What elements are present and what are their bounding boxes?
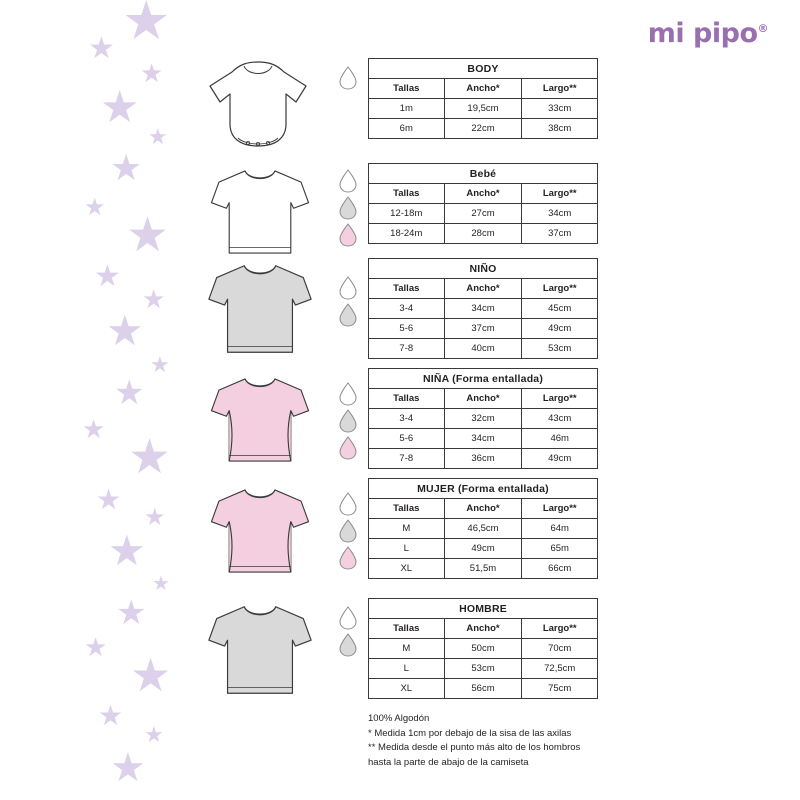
tshirt-illustration xyxy=(204,163,316,261)
size-table-hombre xyxy=(368,598,598,699)
drop-white-icon xyxy=(338,492,358,516)
brand-name: mi pipo xyxy=(647,18,758,49)
star-icon: ★ xyxy=(110,147,143,188)
table-cell: 7-8 xyxy=(369,449,445,469)
column-header: Tallas xyxy=(369,499,445,519)
star-icon: ★ xyxy=(142,284,166,314)
star-icon: ★ xyxy=(106,307,144,354)
star-icon: ★ xyxy=(100,83,140,132)
table-row xyxy=(369,319,598,339)
size-table-mujer xyxy=(368,478,598,579)
garment-man-tshirt xyxy=(190,598,330,707)
registered-mark: ® xyxy=(757,22,768,35)
table-row xyxy=(369,204,598,224)
color-drops xyxy=(338,169,364,250)
column-header: Largo** xyxy=(522,279,598,299)
table-cell: 37cm xyxy=(522,224,598,244)
table-row xyxy=(369,339,598,359)
tshirt-illustration xyxy=(204,478,316,584)
table-cell: XL xyxy=(369,559,445,579)
column-header: Ancho* xyxy=(444,79,522,99)
color-drops xyxy=(338,66,364,93)
table-cell: 56cm xyxy=(444,679,522,699)
star-icon: ★ xyxy=(96,484,122,515)
table-cell: L xyxy=(369,659,445,679)
column-header: Tallas xyxy=(369,619,445,639)
column-header: Tallas xyxy=(369,184,445,204)
table-cell: XL xyxy=(369,679,445,699)
column-header: Ancho* xyxy=(444,279,522,299)
table-cell: 12-18m xyxy=(369,204,445,224)
drop-grey-icon xyxy=(338,303,358,327)
table-cell: 53cm xyxy=(522,339,598,359)
table-row xyxy=(369,639,598,659)
drop-white-icon xyxy=(338,276,358,300)
table-cell: 22cm xyxy=(444,119,522,139)
star-icon: ★ xyxy=(144,504,166,531)
footnotes xyxy=(368,712,580,770)
drop-grey-icon xyxy=(338,519,358,543)
table-cell: 33cm xyxy=(522,99,598,119)
table-row xyxy=(369,224,598,244)
drop-white-icon xyxy=(338,169,358,193)
tshirt-illustration xyxy=(201,598,319,702)
drop-pink-icon xyxy=(338,546,358,570)
star-icon: ★ xyxy=(152,573,170,595)
garment-kid-tshirt xyxy=(190,258,330,365)
table-cell: 49cm xyxy=(522,449,598,469)
star-icon: ★ xyxy=(114,374,145,412)
table-row xyxy=(369,299,598,319)
table-cell: 50cm xyxy=(444,639,522,659)
table-cell: 65m xyxy=(522,539,598,559)
table-cell: 34cm xyxy=(444,429,522,449)
size-table-nino xyxy=(368,258,598,359)
star-icon: ★ xyxy=(94,260,121,293)
table-cell: 1m xyxy=(369,99,445,119)
table-row xyxy=(369,659,598,679)
table-cell: 45cm xyxy=(522,299,598,319)
garment-baby-tshirt xyxy=(190,163,330,266)
garment-baby-bodysuit xyxy=(190,58,330,158)
table-cell: 6m xyxy=(369,119,445,139)
color-drops xyxy=(338,382,364,463)
table-cell: 72,5cm xyxy=(522,659,598,679)
star-icon: ★ xyxy=(116,594,147,632)
table-title: Bebé xyxy=(369,164,598,184)
star-icon: ★ xyxy=(108,527,146,574)
baby-bodysuit-illustration xyxy=(200,58,320,153)
drop-white-icon xyxy=(338,606,358,630)
drop-grey-icon xyxy=(338,633,358,657)
star-icon: ★ xyxy=(84,194,106,221)
column-header: Largo** xyxy=(522,184,598,204)
table-cell: 3-4 xyxy=(369,299,445,319)
table-cell: 7-8 xyxy=(369,339,445,359)
table-row xyxy=(369,559,598,579)
color-drops xyxy=(338,492,364,573)
star-icon: ★ xyxy=(110,746,146,790)
table-cell: 46,5cm xyxy=(444,519,522,539)
star-icon: ★ xyxy=(148,124,168,149)
star-icon: ★ xyxy=(150,352,170,377)
tshirt-illustration xyxy=(201,258,319,360)
table-row xyxy=(369,409,598,429)
column-header: Ancho* xyxy=(444,389,522,409)
column-header: Ancho* xyxy=(444,499,522,519)
table-cell: 38cm xyxy=(522,119,598,139)
star-icon: ★ xyxy=(122,0,171,51)
table-cell: 32cm xyxy=(444,409,522,429)
column-header: Largo** xyxy=(522,389,598,409)
drop-pink-icon xyxy=(338,436,358,460)
footnote-line: hasta la parte de abajo de la camiseta xyxy=(368,756,529,768)
table-row xyxy=(369,119,598,139)
color-drops xyxy=(338,276,364,330)
garment-girl-tshirt xyxy=(190,368,330,477)
footnote-line: 100% Algodón xyxy=(368,713,430,724)
table-cell: L xyxy=(369,539,445,559)
table-cell: 34cm xyxy=(522,204,598,224)
star-icon: ★ xyxy=(144,722,164,747)
color-drops xyxy=(338,606,364,660)
table-cell: 5-6 xyxy=(369,429,445,449)
table-row xyxy=(369,449,598,469)
table-cell: 27cm xyxy=(444,204,522,224)
table-cell: 40cm xyxy=(444,339,522,359)
drop-pink-icon xyxy=(338,223,358,247)
table-cell: M xyxy=(369,519,445,539)
drop-white-icon xyxy=(338,66,358,90)
table-cell: 34cm xyxy=(444,299,522,319)
drop-grey-icon xyxy=(338,409,358,433)
star-icon: ★ xyxy=(84,632,108,662)
star-icon: ★ xyxy=(128,431,172,484)
size-table-nina xyxy=(368,368,598,469)
table-cell: 37cm xyxy=(444,319,522,339)
table-cell: 75cm xyxy=(522,679,598,699)
table-cell: 43cm xyxy=(522,409,598,429)
table-title: NIÑO xyxy=(369,259,598,279)
table-cell: 5-6 xyxy=(369,319,445,339)
drop-grey-icon xyxy=(338,196,358,220)
size-table-body xyxy=(368,58,598,139)
table-row xyxy=(369,99,598,119)
column-header: Largo** xyxy=(522,499,598,519)
column-header: Tallas xyxy=(369,279,445,299)
footnote-line: * Medida 1cm por debajo de la sisa de las axilas xyxy=(368,727,572,739)
table-row xyxy=(369,679,598,699)
table-cell: 51,5m xyxy=(444,559,522,579)
table-cell: 36cm xyxy=(444,449,522,469)
footnote-line: ** Medida desde el punto más alto de los hombros xyxy=(368,742,581,753)
table-cell: 49cm xyxy=(522,319,598,339)
table-row xyxy=(369,429,598,449)
table-title: HOMBRE xyxy=(369,599,598,619)
column-header: Ancho* xyxy=(444,184,522,204)
garment-woman-tshirt xyxy=(190,478,330,589)
table-cell: 28cm xyxy=(444,224,522,244)
table-title: MUJER (Forma entallada) xyxy=(369,479,598,499)
star-icon: ★ xyxy=(98,700,124,731)
star-icon: ★ xyxy=(130,649,172,701)
star-icon: ★ xyxy=(88,32,115,65)
star-icon: ★ xyxy=(140,58,164,88)
table-cell: 19,5cm xyxy=(444,99,522,119)
table-cell: 64m xyxy=(522,519,598,539)
table-title: NIÑA (Forma entallada) xyxy=(369,369,598,389)
table-cell: 70cm xyxy=(522,639,598,659)
table-row xyxy=(369,519,598,539)
star-icon: ★ xyxy=(82,414,106,444)
table-title: BODY xyxy=(369,59,598,79)
table-cell: 46m xyxy=(522,429,598,449)
size-table-bebe xyxy=(368,163,598,244)
column-header: Ancho* xyxy=(444,619,522,639)
table-cell: 3-4 xyxy=(369,409,445,429)
table-cell: 18-24m xyxy=(369,224,445,244)
table-cell: 49cm xyxy=(444,539,522,559)
tshirt-illustration xyxy=(204,368,316,472)
column-header: Largo** xyxy=(522,79,598,99)
drop-white-icon xyxy=(338,382,358,406)
star-icon: ★ xyxy=(126,209,170,262)
table-row xyxy=(369,539,598,559)
table-cell: 66cm xyxy=(522,559,598,579)
column-header: Tallas xyxy=(369,79,445,99)
column-header: Largo** xyxy=(522,619,598,639)
table-cell: M xyxy=(369,639,445,659)
table-cell: 53cm xyxy=(444,659,522,679)
column-header: Tallas xyxy=(369,389,445,409)
